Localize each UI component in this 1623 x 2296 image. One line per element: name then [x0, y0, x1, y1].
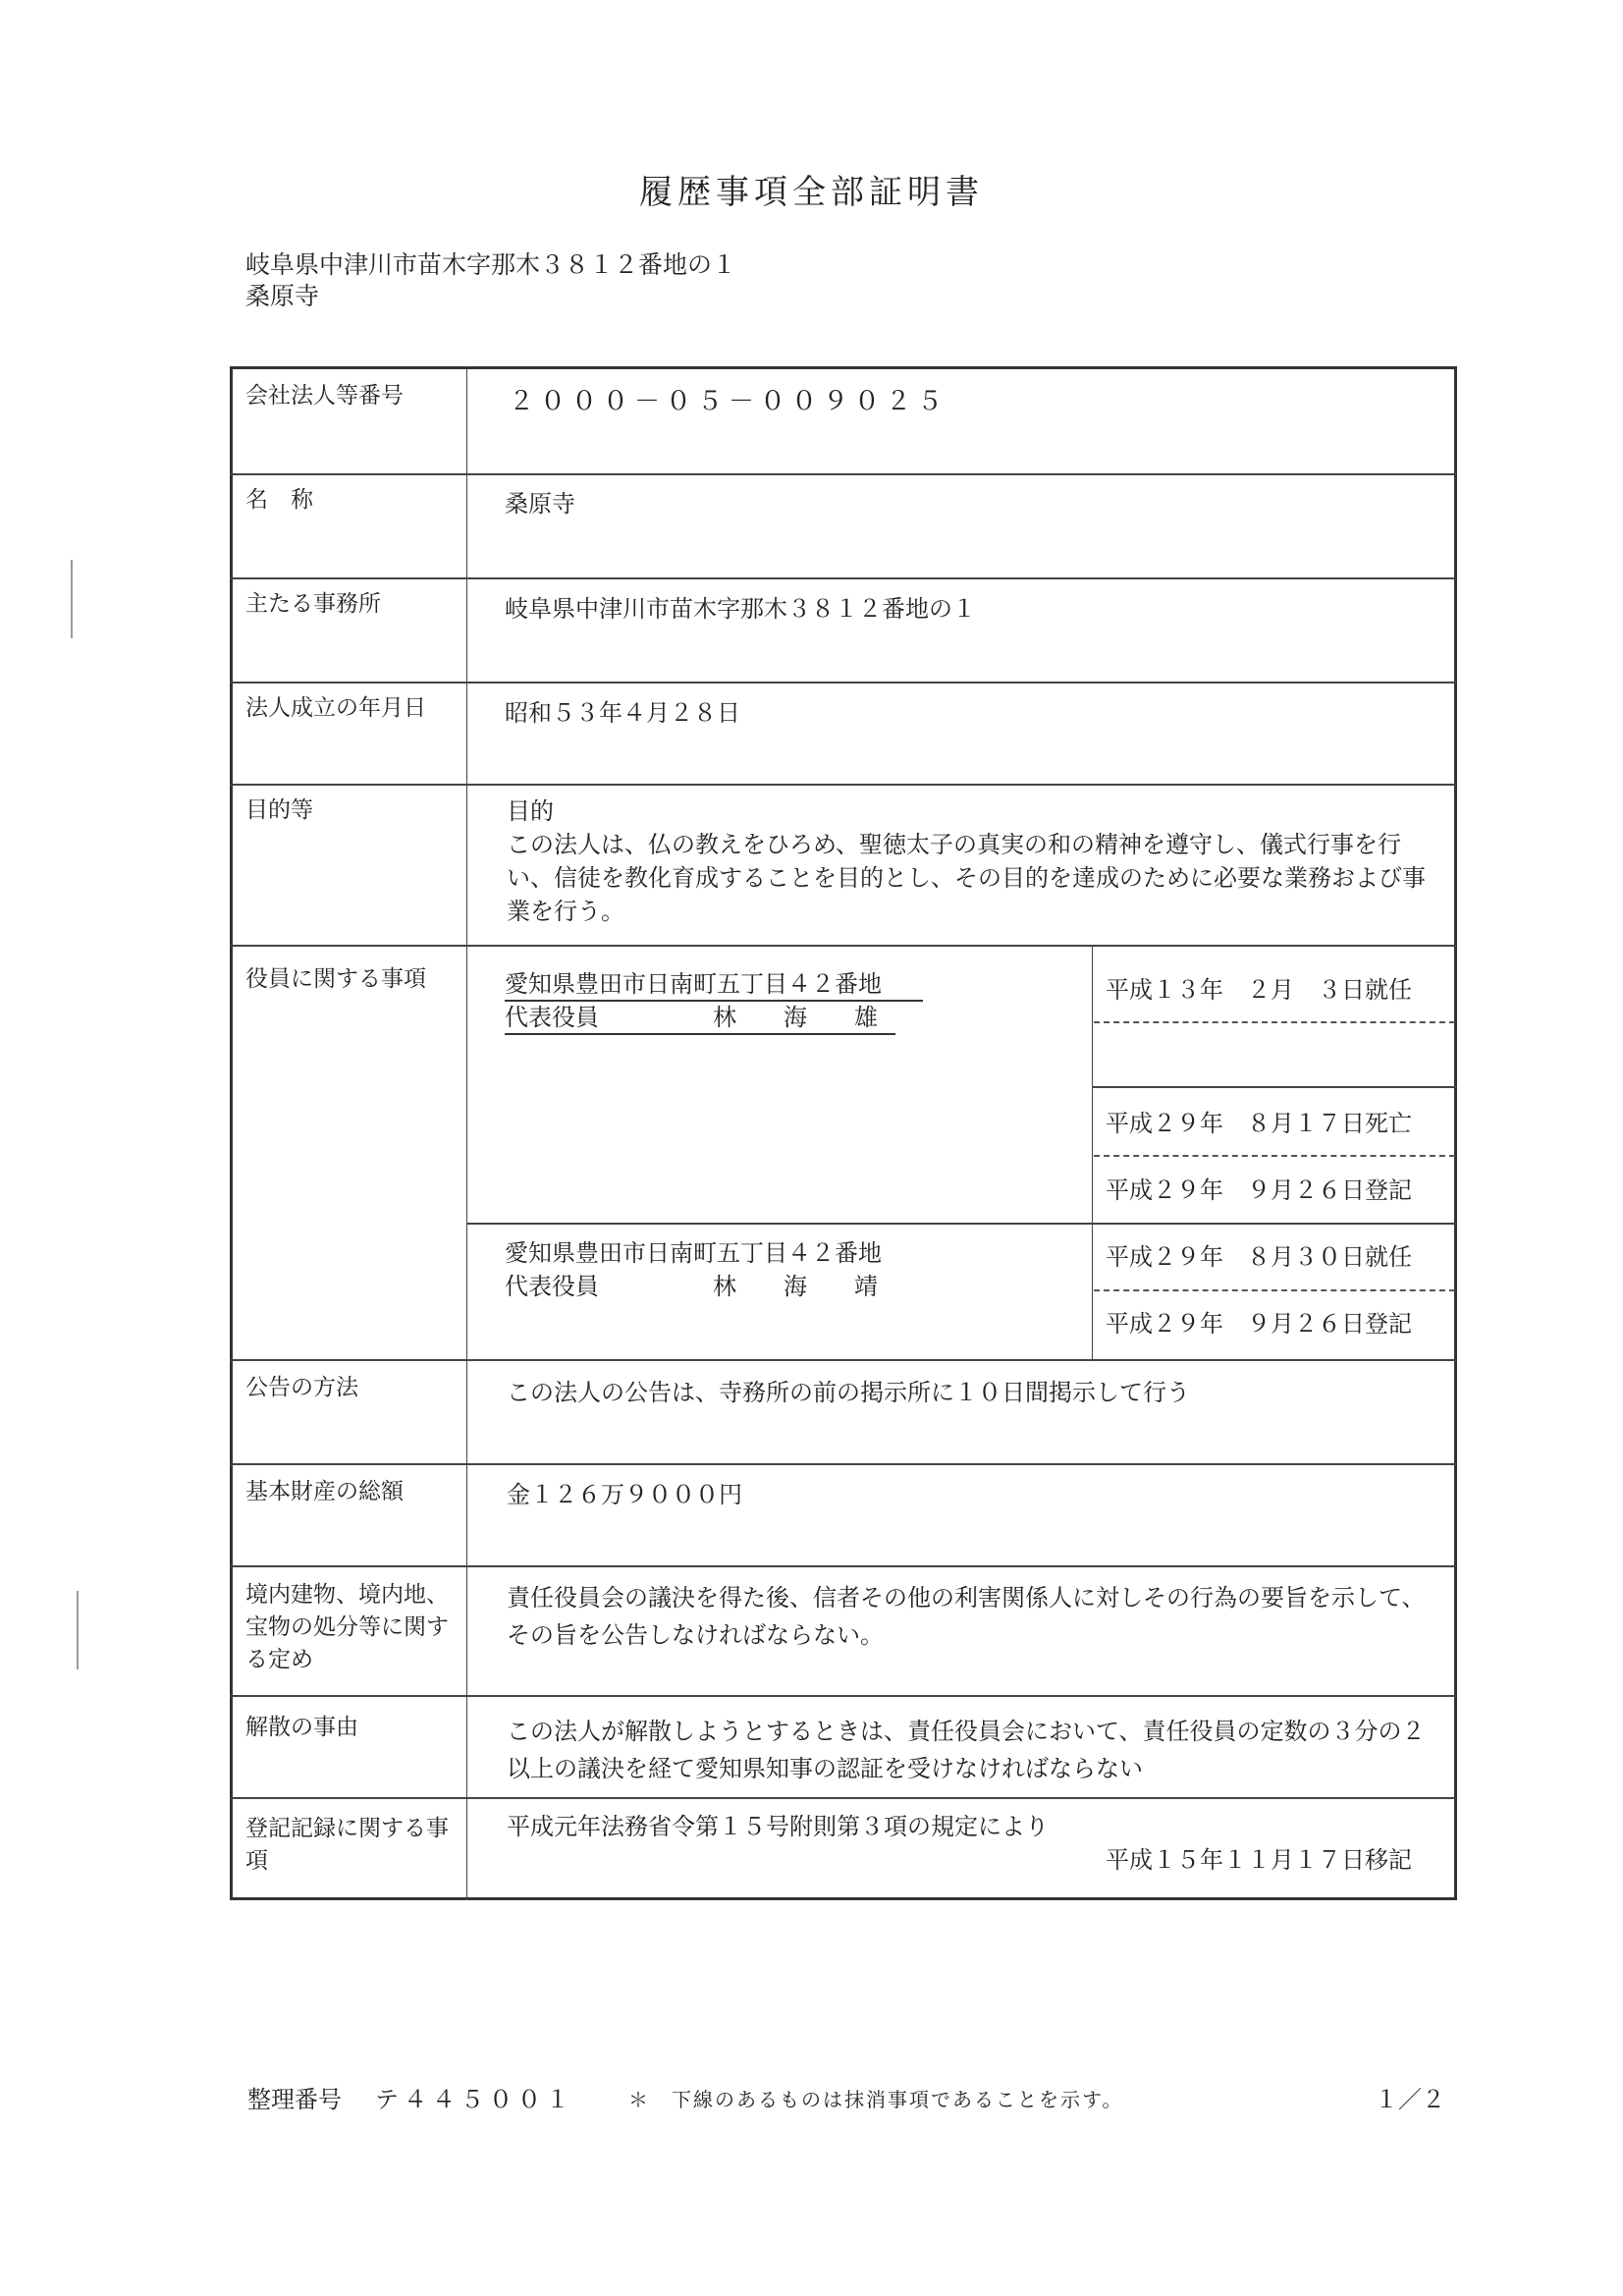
officer-1-address: 愛知県豊田市日南町五丁目４２番地	[505, 970, 882, 998]
label-established: 法人成立の年月日	[245, 695, 426, 721]
purpose-text: この法人は、仏の教えをひろめ、聖徳太子の真実の和の精神を遵守し、儀式行事を行い、信徒を教化育成することを目的とし、その目的を達成のために必要な業務および事業を行う。	[507, 831, 1426, 925]
officer-event-dashed-divider	[1094, 1021, 1455, 1023]
label-column-divider	[466, 366, 467, 1900]
scan-artifact	[71, 560, 73, 638]
header-address: 岐阜県中津川市苗木字那木３８１２番地の１	[245, 250, 737, 279]
value-registry: 平成元年法務省令第１５号附則第３項の規定により	[507, 1813, 1049, 1840]
strike-underline	[505, 1000, 923, 1002]
footer-page-number: １／２	[1375, 2086, 1445, 2113]
value-registry-date: 平成１５年１１月１７日移記	[1106, 1846, 1412, 1874]
label-purpose: 目的等	[245, 797, 313, 823]
officer-1-event-3: 平成２９年 ９月２６日登記	[1106, 1176, 1412, 1204]
label-disposal: 境内建物、境内地、宝物の処分等に関する定め	[245, 1582, 449, 1672]
officer-1-person: 林 海 雄	[713, 1004, 878, 1031]
label-office: 主たる事務所	[245, 591, 381, 617]
label-name: 名 称	[245, 487, 313, 513]
officer-event-divider	[1092, 1086, 1457, 1088]
label-officers: 役員に関する事項	[245, 966, 426, 992]
officer-1-event-1: 平成１３年 ２月 ３日就任	[1106, 976, 1412, 1004]
label-notice: 公告の方法	[245, 1375, 358, 1400]
row-divider	[230, 1463, 1457, 1465]
label-registry: 登記記録に関する事項	[245, 1816, 449, 1874]
footer-note: ＊ 下線のあるものは抹消事項であることを示す。	[628, 2088, 1124, 2111]
scan-artifact	[77, 1591, 79, 1669]
value-established: 昭和５３年４月２８日	[505, 699, 740, 727]
row-divider	[230, 577, 1457, 579]
label-assets: 基本財産の総額	[245, 1479, 404, 1504]
footer-ref-label: 整理番号	[247, 2086, 342, 2113]
officer-2-person: 林 海 靖	[713, 1273, 878, 1300]
value-corp-number: ２０００－０５－００９０２５	[509, 387, 949, 416]
row-divider	[230, 1695, 1457, 1697]
officer-divider	[466, 1223, 1457, 1225]
footer-ref-number: テ４４５００１	[375, 2086, 574, 2113]
officer-date-column-divider	[1092, 945, 1093, 1359]
label-corp-number: 会社法人等番号	[245, 383, 404, 409]
page-title: 履歴事項全部証明書	[639, 173, 984, 212]
value-name: 桑原寺	[505, 490, 575, 518]
value-office: 岐阜県中津川市苗木字那木３８１２番地の１	[505, 595, 976, 623]
row-divider	[230, 945, 1457, 947]
row-divider	[230, 784, 1457, 786]
officer-event-dashed-divider	[1094, 1289, 1455, 1291]
row-divider	[230, 1359, 1457, 1361]
row-divider	[230, 1797, 1457, 1799]
row-divider	[230, 473, 1457, 475]
row-divider	[230, 682, 1457, 683]
value-dissolution: この法人が解散しようとするときは、責任役員会において、責任役員の定数の３分の２以上の議決を経て愛知県知事の認証を受けなければならない	[507, 1718, 1426, 1782]
header-name: 桑原寺	[245, 282, 320, 310]
strike-underline	[505, 1033, 895, 1035]
label-dissolution: 解散の事由	[245, 1715, 358, 1740]
officer-2-event-2: 平成２９年 ９月２６日登記	[1106, 1310, 1412, 1338]
row-divider	[230, 1565, 1457, 1567]
purpose-heading: 目的	[507, 797, 554, 825]
officer-2-address: 愛知県豊田市日南町五丁目４２番地	[505, 1239, 882, 1267]
officer-event-dashed-divider	[1094, 1155, 1455, 1157]
value-disposal: 責任役員会の議決を得た後、信者その他の利害関係人に対しその行為の要旨を示して、その旨を公告しなければならない。	[507, 1584, 1426, 1649]
officer-2-event-1: 平成２９年 ８月３０日就任	[1106, 1243, 1412, 1271]
officer-2-role: 代表役員	[505, 1273, 599, 1300]
officer-1-role: 代表役員	[505, 1004, 599, 1031]
officer-1-event-2: 平成２９年 ８月１７日死亡	[1106, 1110, 1412, 1137]
value-assets: 金１２６万９０００円	[507, 1481, 742, 1508]
value-notice: この法人の公告は、寺務所の前の掲示所に１０日間掲示して行う	[507, 1379, 1190, 1406]
